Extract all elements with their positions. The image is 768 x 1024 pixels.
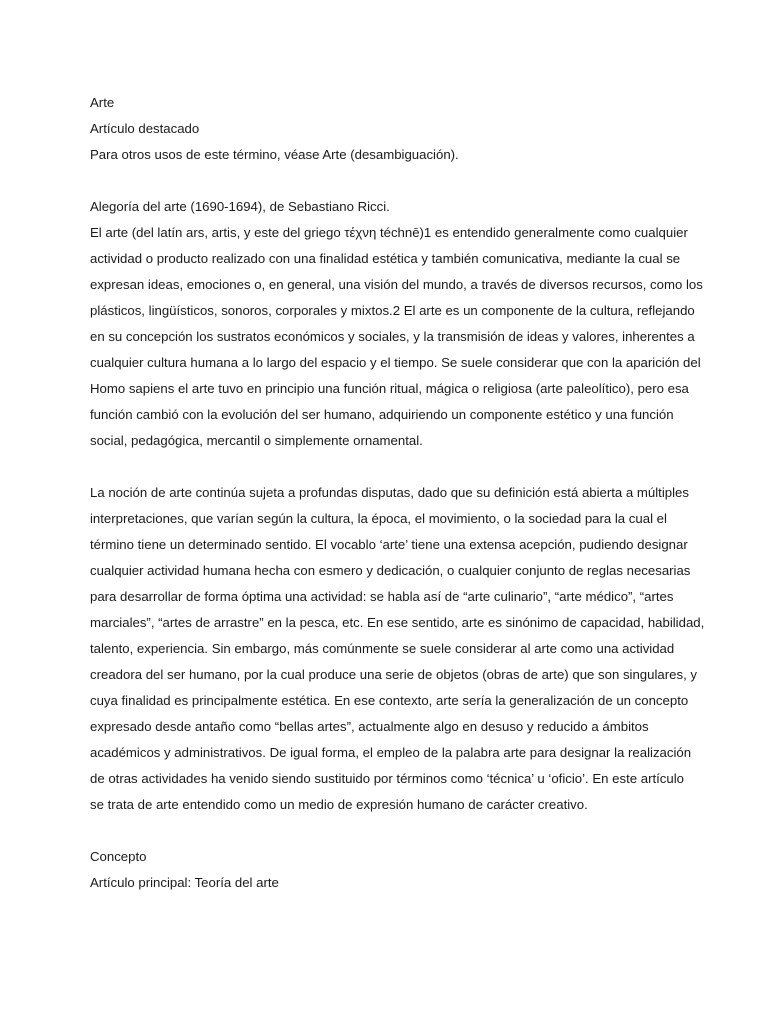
- paragraph-line: El arte (del latín ars, artis, y este del griego τέχνη téchnē)1 es entendido generalmente como cualquier: [90, 225, 688, 240]
- paragraph-line: actividad o producto realizado con una finalidad estética y también comunicativa, mediante la cual se: [90, 251, 681, 266]
- paragraph-line: interpretaciones, que varían según la cultura, la época, el movimiento, o la sociedad para la cual el: [90, 511, 667, 526]
- paragraph-line: cualquier actividad humana hecha con esmero y dedicación, o cualquier conjunto de reglas necesarias: [90, 563, 691, 578]
- document-page: [90, 90, 705, 896]
- paragraph-line: cuya finalidad es principalmente estética. En ese contexto, arte sería la generalización de un concepto: [90, 693, 689, 708]
- paragraph-line: expresan ideas, emociones o, en general, una visión del mundo, a través de diversos recursos, como los: [90, 277, 703, 292]
- paragraph-line: función cambió con la evolución del ser humano, adquiriendo un componente estético y una función: [90, 407, 674, 422]
- paragraph-line: social, pedagógica, mercantil o simplemente ornamental.: [90, 433, 423, 448]
- article-title: Arte: [90, 95, 115, 110]
- blank-line: [90, 454, 690, 480]
- paragraph-line: creadora del ser humano, por la cual produce una serie de objetos (obras de arte) que son singulares, y: [90, 667, 697, 682]
- paragraph-line: en su concepción los sustratos económicos y sociales, y la transmisión de ideas y valores, inherentes a: [90, 329, 695, 344]
- section-heading: Concepto: [90, 849, 147, 864]
- paragraph-line: marciales”, “artes de arrastre” en la pesca, etc. En ese sentido, arte es sinónimo de capacidad, habilidad,: [90, 615, 705, 630]
- paragraph-line: para desarrollar de forma óptima una actividad: se habla así de “arte culinario”, “arte médico”, “artes: [90, 589, 674, 604]
- paragraph-line: Homo sapiens el arte tuvo en principio una función ritual, mágica o religiosa (arte paleolítico), pero esa: [90, 381, 689, 396]
- image-caption: Alegoría del arte (1690-1694), de Sebastiano Ricci.: [90, 199, 390, 214]
- disambiguation-note: Para otros usos de este término, véase Arte (desambiguación).: [90, 147, 459, 162]
- paragraph-line: término tiene un determinado sentido. El vocablo ‘arte’ tiene una extensa acepción, pudiendo designar: [90, 537, 688, 552]
- paragraph-line: talento, experiencia. Sin embargo, más comúnmente se suele considerar al arte como una actividad: [90, 641, 675, 656]
- paragraph-2: [90, 480, 705, 818]
- blank-line: [90, 818, 690, 844]
- paragraph-line: académicos y administrativos. De igual forma, el empleo de la palabra arte para designar la realización: [90, 745, 692, 760]
- paragraph-line: La noción de arte continúa sujeta a profundas disputas, dado que su definición está abierta a múltiples: [90, 485, 689, 500]
- main-article-note: Artículo principal: Teoría del arte: [90, 875, 279, 890]
- paragraph-line: cualquier cultura humana a lo largo del espacio y el tiempo. Se suele considerar que con la aparición del: [90, 355, 701, 370]
- featured-article-note: Artículo destacado: [90, 121, 200, 136]
- paragraph-line: se trata de arte entendido como un medio de expresión humano de carácter creativo.: [90, 797, 588, 812]
- paragraph-line: de otras actividades ha venido siendo sustituido por términos como ‘técnica’ u ‘oficio’. En este artículo: [90, 771, 684, 786]
- paragraph-1: [90, 220, 703, 454]
- paragraph-line: expresado desde antaño como “bellas artes”, actualmente algo en desuso y reducido a ámbitos: [90, 719, 649, 734]
- blank-line: [90, 168, 690, 194]
- paragraph-line: plásticos, lingüísticos, sonoros, corporales y mixtos.2 El arte es un componente de la cultura, reflejando: [90, 303, 695, 318]
